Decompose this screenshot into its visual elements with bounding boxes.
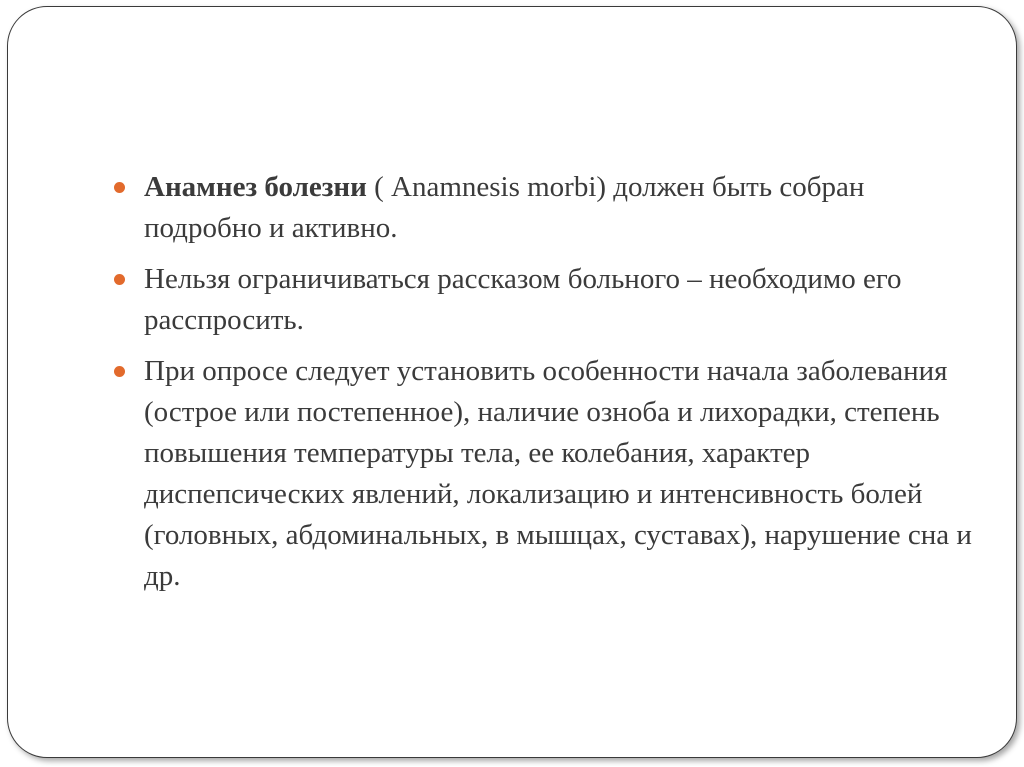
bullet-text: При опросе следует установить особенности начала заболевания (острое или постепенное), наличие озноба и лихорадки, степень повышения температуры тела, ее колебания, характер диспепсических явлений, локализацию и интенсивность болей (головных, абдоминальных, в мышцах, суставах), нарушение сна и др.	[144, 355, 972, 592]
bullet-item-2	[114, 259, 974, 341]
slide-content	[114, 167, 974, 607]
bullet-text: Нельзя ограничиваться рассказом больного – необходимо его расспросить.	[144, 263, 902, 336]
bullet-text: ( Anamnesis morbi) должен быть собран подробно и активно.	[144, 171, 865, 244]
bullet-item-3	[114, 351, 974, 597]
bullet-dot-icon	[114, 182, 125, 193]
bullet-dot-icon	[114, 366, 125, 377]
bullet-dot-icon	[114, 274, 125, 285]
bullet-bold-text: Анамнез болезни	[144, 171, 367, 203]
bullet-item-1	[114, 167, 974, 249]
